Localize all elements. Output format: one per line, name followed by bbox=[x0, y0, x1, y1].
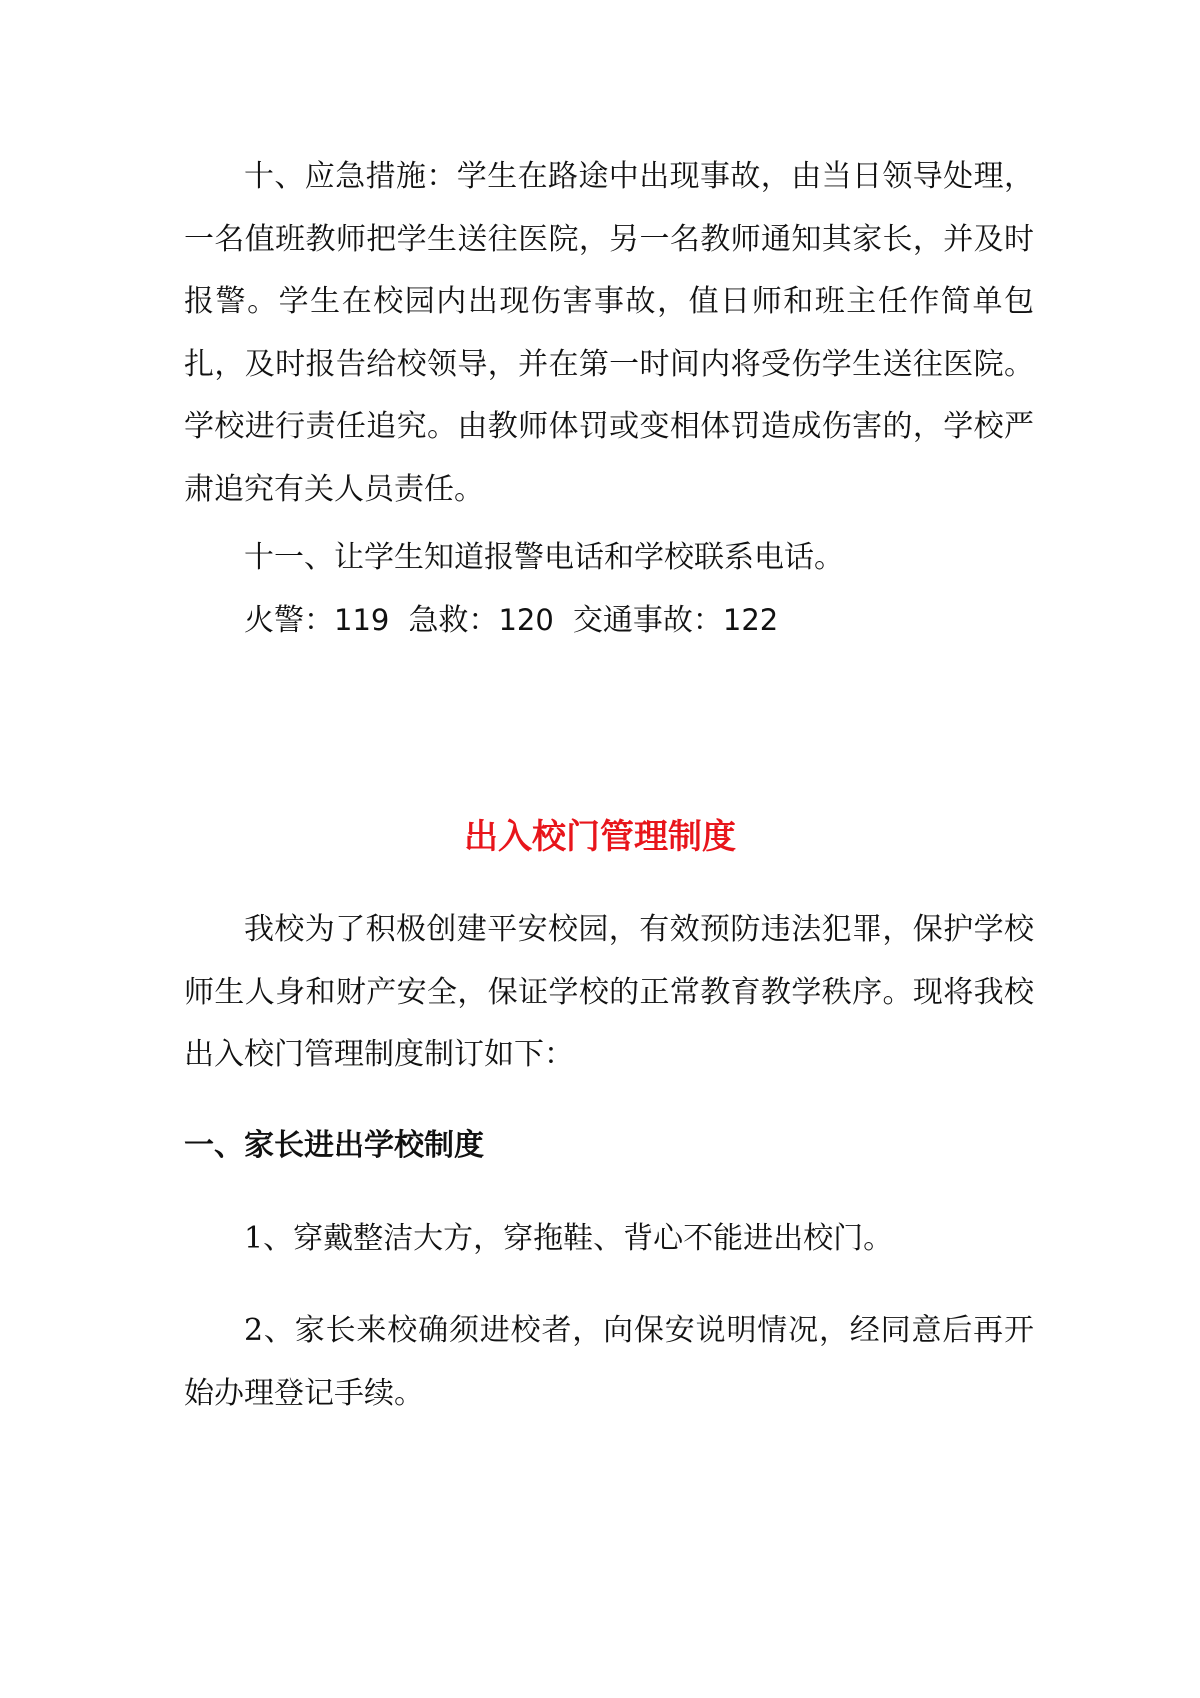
rule-item-1: 1、穿戴整洁大方，穿拖鞋、背心不能进出校门。 bbox=[244, 1221, 894, 1256]
heading-parents-rules: 一、家长进出学校制度 bbox=[184, 1128, 484, 1163]
paragraph-emergency-measures: 十、应急措施：学生在路途中出现事故，由当日领导处理，一名值班教师把学生送往医院，另一名教师通知其家长，并及时报警。学生在校园内出现伤害事故，值日师和班主任作简单包扎，及时报告给校领导，并在第一时间内将受伤学生送往医院。学校进行责任追究。由教师体罚或变相体罚造成伤害的，学校严肃追究有关人员责任。 bbox=[184, 159, 1034, 507]
ambulance-label: 急救： bbox=[408, 603, 499, 638]
traffic-number: 122 bbox=[722, 603, 779, 637]
emergency-phone-list bbox=[244, 600, 778, 641]
rule-item-2: 2、家长来校确须进校者，向保安说明情况，经同意后再开始办理登记手续。 bbox=[184, 1313, 1034, 1411]
ambulance-number: 120 bbox=[498, 603, 554, 637]
paragraph-emergency-phones-intro: 十一、让学生知道报警电话和学校联系电话。 bbox=[244, 540, 844, 575]
section-title: 出入校门管理制度 bbox=[464, 817, 736, 857]
fire-label: 火警： bbox=[244, 603, 334, 638]
paragraph-intro: 我校为了积极创建平安校园，有效预防违法犯罪，保护学校师生人身和财产安全，保证学校的正常教育教学秩序。现将我校出入校门管理制度制订如下： bbox=[184, 912, 1034, 1072]
traffic-label: 交通事故： bbox=[572, 603, 723, 638]
fire-number: 119 bbox=[334, 603, 390, 637]
